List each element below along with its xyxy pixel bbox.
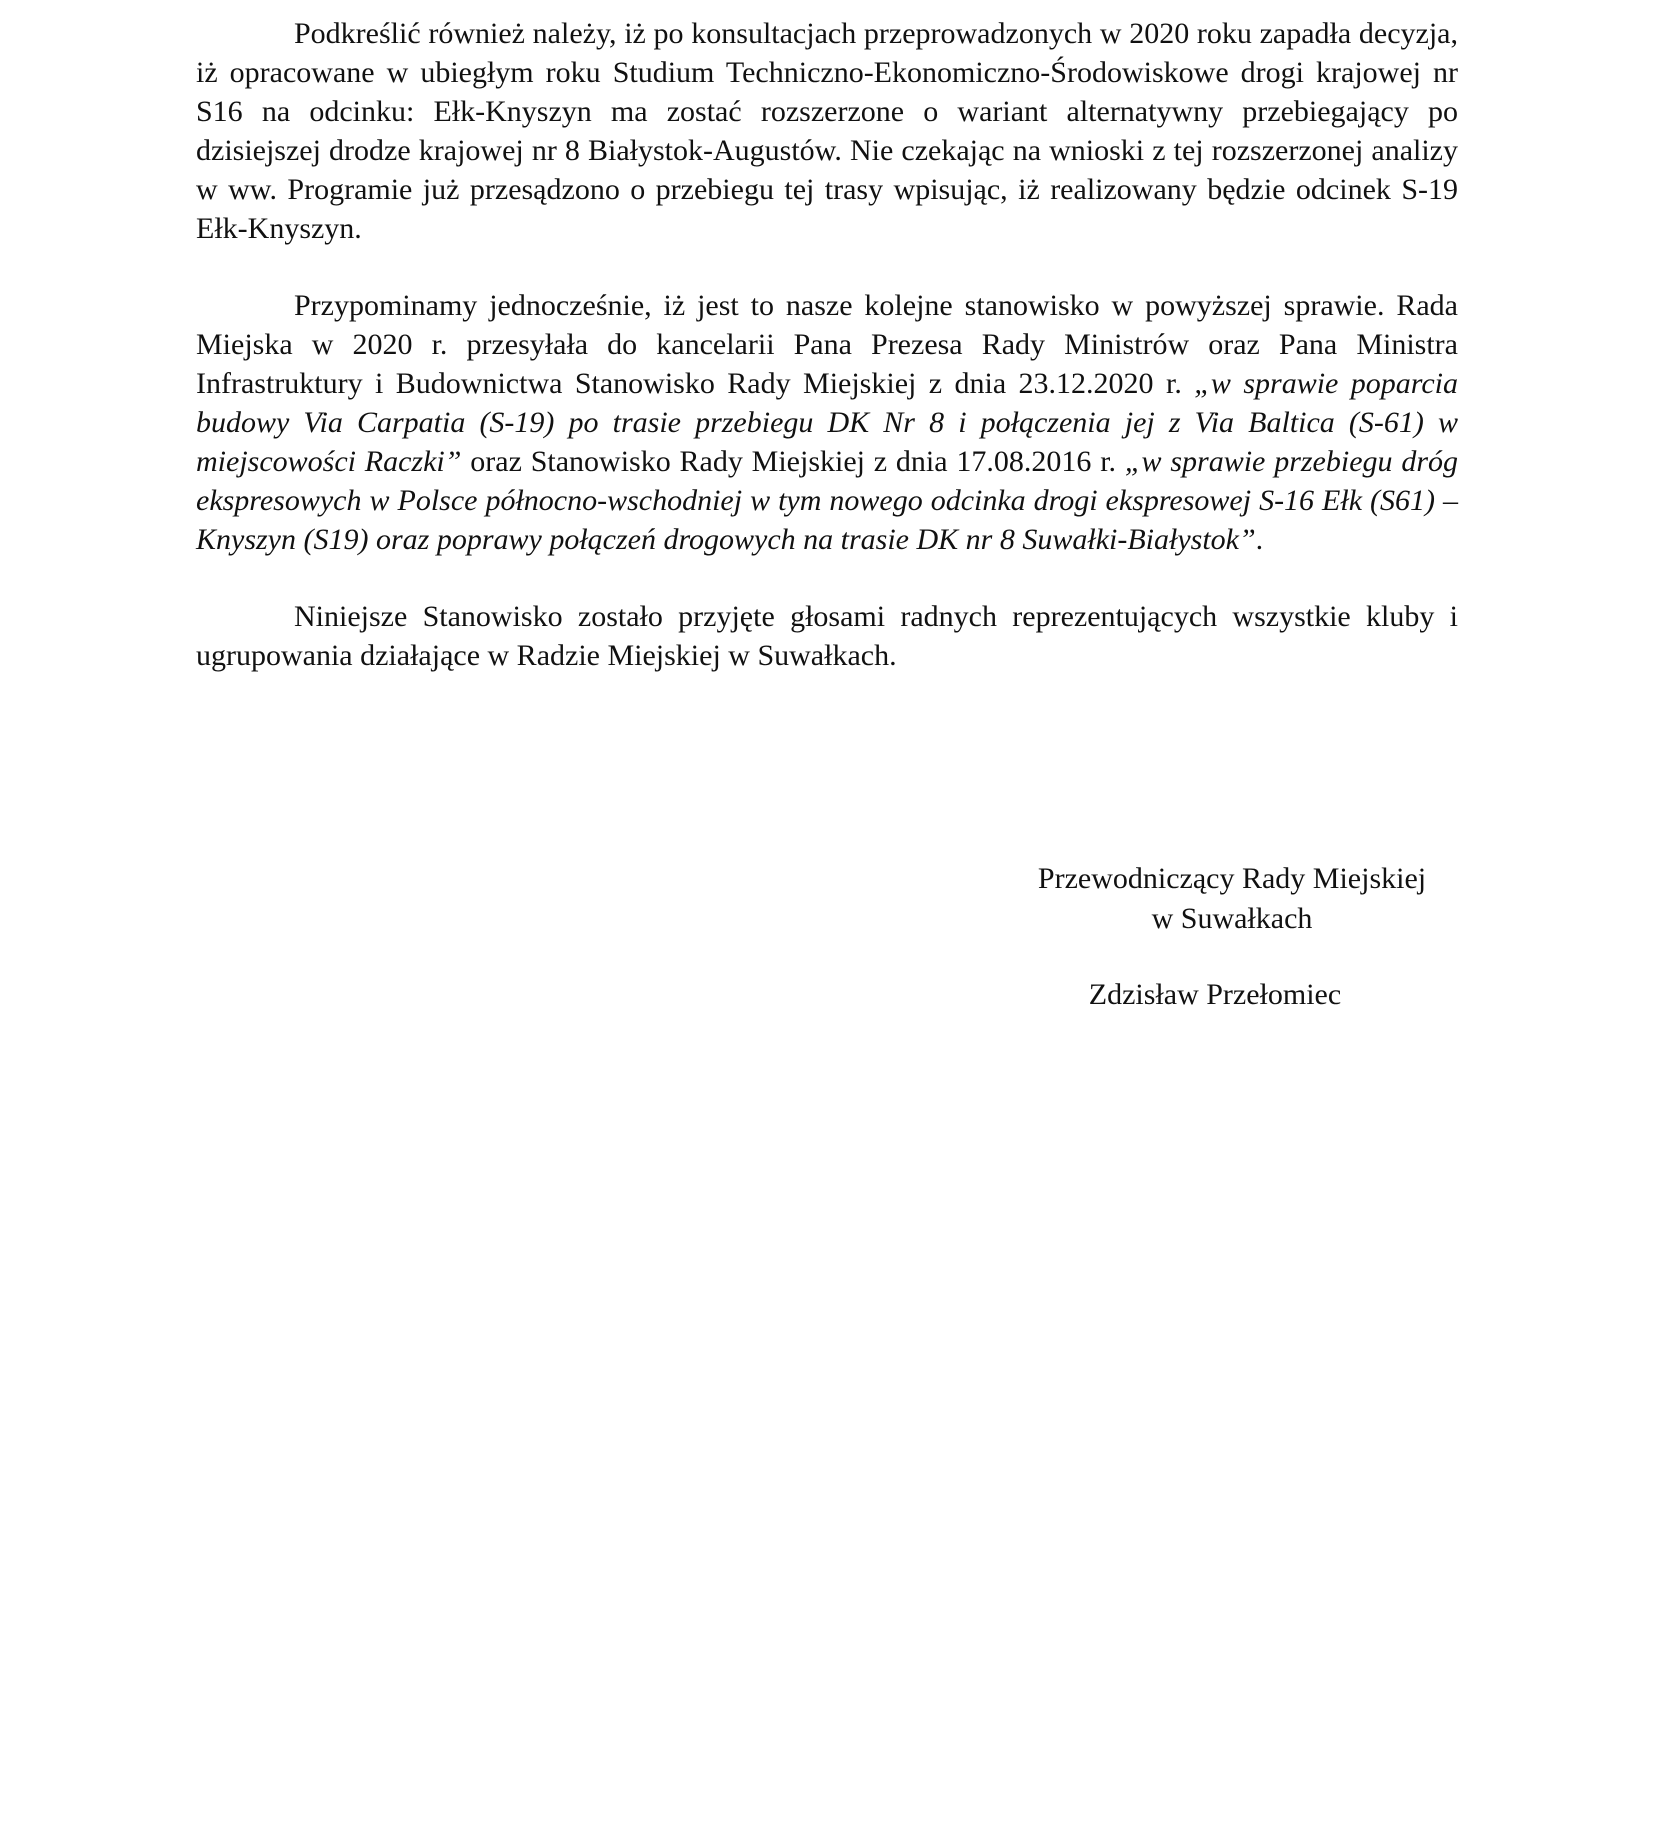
paragraph-adoption: Niniejsze Stanowisko zostało przyjęte głosami radnych reprezentujących wszystkie kluby i ugrupowania działające w Radzie Miejskiej w Suwałkach. [196,600,1458,672]
signatory-name: Zdzisław Przełomiec [1088,978,1342,1011]
paragraph-consultations: Podkreślić również należy, iż po konsultacjach przeprowadzonych w 2020 roku zapadła decyzja, iż opracowane w ubiegłym roku Studium Techniczno-Ekonomiczno-Środowiskowe drogi krajowej nr S16 na odcinku: Ełk-Knyszyn ma zostać rozszerzone o wariant alternatywny przebiegający po dzisiejszej drodze krajowej nr 8 Białystok-Augustów. Nie czekając na wnioski z tej rozszerzonej analizy w ww. Programie już przesądzono o przebiegu tej trasy wpisując, iż realizowany będzie odcinek S-19 Ełk-Knyszyn. [196,17,1458,245]
paragraph-text-part: . [1255,523,1264,556]
signature-title: Przewodniczący Rady Miejskiej [1037,862,1427,895]
paragraph-previous-positions [196,286,1458,559]
quoted-resolution-title: „w sprawie poparcia budowy Via Carpatia (S-19) po trasie przebiegu DK Nr 8 i połączenia jej z Via Baltica (S-61) w miejscowości Raczki” [196,367,1459,478]
signature-block [1000,859,1464,1015]
signature-location: w Suwałkach [1151,902,1313,935]
paragraph-text-part: oraz Stanowisko Rady Miejskiej z dnia 17.08.2016 r. [461,445,1125,478]
quoted-resolution-title: „w sprawie przebiegu dróg ekspresowych w Polsce północno-wschodniej w tym nowego odcinka drogi ekspresowej S-16 Ełk (S61) – Knyszyn (S19) oraz poprawy połączeń drogowych na trasie DK nr 8 Suwałki-Białystok” [196,445,1458,556]
document-body [196,14,1458,675]
paragraph-text-part: Przypominamy jednocześnie, iż jest to nasze kolejne stanowisko w powyższej sprawie. Rada Miejska w 2020 r. przesyłała do kancelarii Pana Prezesa Rady Ministrów oraz Pana Ministra Infrastruktury i Budownictwa Stanowisko Rady Miejskiej z dnia 23.12.2020 r. [196,289,1458,400]
